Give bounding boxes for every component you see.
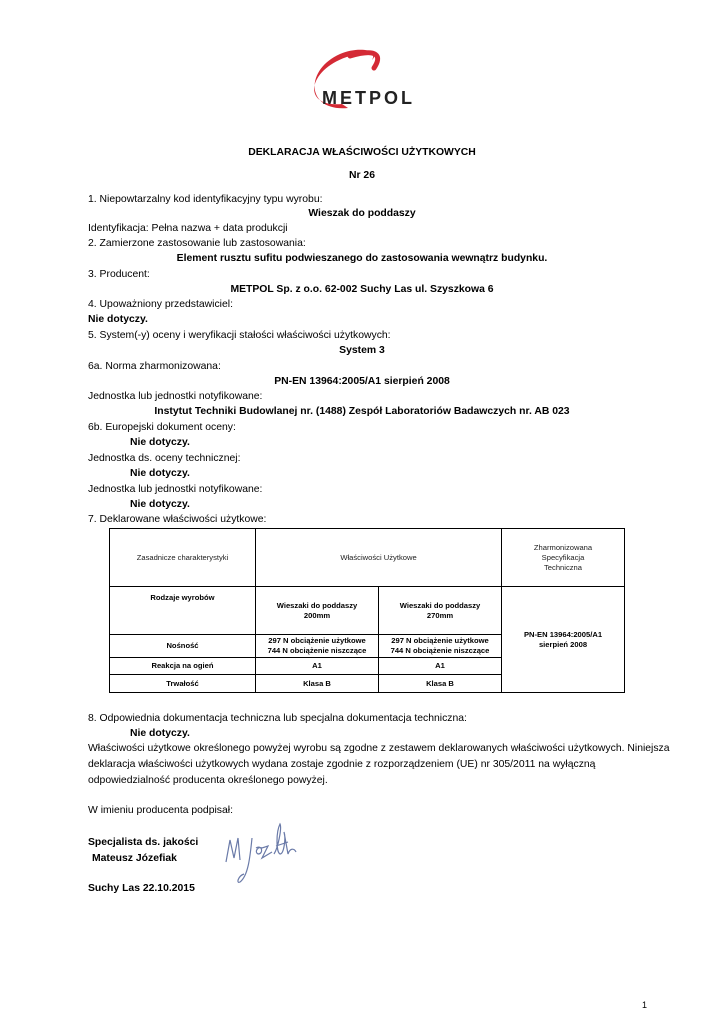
product-200mm	[256, 587, 379, 635]
s5-value: System 3	[339, 345, 385, 356]
place-date: Suchy Las 22.10.2015	[88, 883, 195, 894]
statement-line-1: Właściwości użytkowe określonego powyżej wyrobu są zgodne z zestawem deklarowanych właściwości użytkowych. Niniejsza	[88, 743, 670, 754]
header-characteristics: Zasadnicze charakterystyki	[110, 529, 256, 587]
durability-200mm: Klasa B	[256, 675, 379, 693]
product-270mm-name: Wieszaki do poddaszy	[399, 600, 481, 610]
s8-value: Nie dotyczy.	[130, 728, 190, 739]
s1-value: Wieszak do poddaszy	[308, 208, 416, 219]
s5-label: 5. System(-y) oceny i weryfikacji stałości właściwości użytkowych:	[88, 330, 391, 341]
s4-value: Nie dotyczy.	[88, 314, 148, 325]
notified2-label: Jednostka lub jednostki notyfikowane:	[88, 484, 263, 495]
row-fire-label: Reakcja na ogień	[110, 658, 256, 675]
notified1-label: Jednostka lub jednostki notyfikowane:	[88, 391, 263, 402]
load-200mm-use: 297 N obciążenie użytkowe	[268, 636, 366, 645]
s2-label: 2. Zamierzone zastosowanie lub zastosowania:	[88, 238, 306, 249]
signer-role: Specjalista ds. jakości	[88, 837, 199, 848]
page-number: 1	[641, 1000, 647, 1010]
s3-label: 3. Producent:	[88, 269, 150, 280]
header-spec-line1: Zharmonizowana	[533, 542, 593, 552]
durability-270mm: Klasa B	[379, 675, 502, 693]
table-header-row	[110, 529, 625, 587]
harmonized-spec-value	[502, 587, 625, 693]
load-200mm	[256, 635, 379, 658]
row-durability-label: Trwałość	[110, 675, 256, 693]
header-performance: Właściwości Użytkowe	[256, 529, 502, 587]
tab-label: Jednostka ds. oceny technicznej:	[88, 453, 241, 464]
s6b-label: 6b. Europejski dokument oceny:	[88, 422, 236, 433]
load-270mm	[379, 635, 502, 658]
header-spec	[502, 529, 625, 587]
statement-line-2: deklaracja właściwości użytkowych wydana zostaje zgodnie z rozporządzeniem (UE) nr 305/2011 na wyłączną	[88, 759, 596, 770]
s1-label: 1. Niepowtarzalny kod identyfikacyjny typu wyrobu:	[88, 194, 323, 205]
s8-label: 8. Odpowiednia dokumentacja techniczna lub specjalna dokumentacja techniczna:	[88, 713, 467, 724]
s6b-value: Nie dotyczy.	[130, 437, 190, 448]
tab-value: Nie dotyczy.	[130, 468, 190, 479]
notified1-value: Instytut Techniki Budowlanej nr. (1488) Zespół Laboratoriów Badawczych nr. AB 023	[154, 406, 570, 417]
s2-value: Element rusztu sufitu podwieszanego do zastosowania wewnątrz budynku.	[176, 253, 548, 264]
statement-line-3: odpowiedzialność producenta określonego powyżej.	[88, 775, 328, 786]
load-200mm-break: 744 N obciążenie niszczące	[267, 646, 367, 655]
metpol-logo	[290, 46, 450, 118]
signer-name: Mateusz Józefiak	[92, 853, 177, 864]
load-270mm-use: 297 N obciążenie użytkowe	[391, 636, 489, 645]
notified2-value: Nie dotyczy.	[130, 499, 190, 510]
fire-270mm: A1	[379, 658, 502, 675]
spec-standard: PN-EN 13964:2005/A1	[523, 629, 603, 639]
signed-on-behalf: W imieniu producenta podpisał:	[88, 805, 233, 816]
load-270mm-break: 744 N obciążenie niszczące	[390, 646, 490, 655]
header-spec-line2: Specyfikacja	[541, 552, 585, 562]
properties-table	[109, 528, 625, 693]
fire-200mm: A1	[256, 658, 379, 675]
product-200mm-name: Wieszaki do poddaszy	[276, 600, 358, 610]
identification: Identyfikacja: Pełna nazwa + data produkcji	[88, 223, 288, 234]
logo-text: METPOL	[322, 88, 415, 108]
s4-label: 4. Upoważniony przedstawiciel:	[88, 299, 233, 310]
s3-value: METPOL Sp. z o.o. 62-002 Suchy Las ul. Szyszkowa 6	[230, 284, 494, 295]
product-270mm-size: 270mm	[426, 610, 454, 620]
s7-label: 7. Deklarowane właściwości użytkowe:	[88, 514, 267, 525]
s6a-value: PN-EN 13964:2005/A1 sierpień 2008	[274, 376, 450, 387]
product-270mm	[379, 587, 502, 635]
document-title: DEKLARACJA WŁAŚCIWOŚCI UŻYTKOWYCH	[248, 147, 476, 158]
row-load-label: Nośność	[110, 635, 256, 658]
handwritten-signature	[222, 818, 302, 888]
document-number: Nr 26	[349, 170, 375, 181]
spec-date: sierpień 2008	[538, 639, 588, 649]
table-row	[110, 587, 625, 635]
header-spec-line3: Techniczna	[544, 562, 582, 572]
row-product-types-label: Rodzaje wyrobów	[110, 587, 256, 635]
product-200mm-size: 200mm	[303, 610, 331, 620]
s6a-label: 6a. Norma zharmonizowana:	[88, 361, 221, 372]
